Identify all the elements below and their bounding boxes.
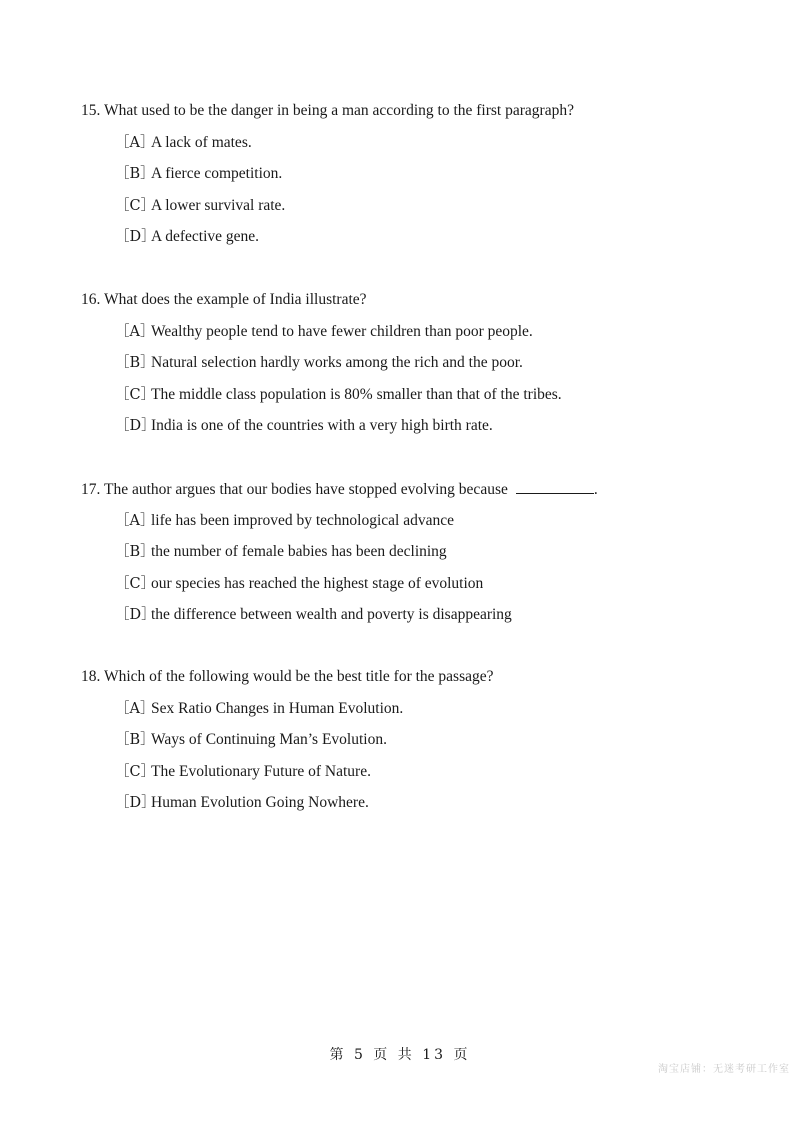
option-letter: ［B］ bbox=[115, 166, 155, 182]
question-stem-end: . bbox=[593, 481, 598, 498]
question-stem: 16. What does the example of India illustrate? bbox=[81, 291, 367, 308]
option-text: Ways of Continuing Man’s Evolution. bbox=[151, 731, 387, 748]
option-letter: ［B］ bbox=[115, 732, 155, 748]
page-number: 第 5 页 共 13 页 bbox=[329, 1047, 471, 1063]
option-letter: ［A］ bbox=[115, 512, 155, 529]
option-letter: ［C］ bbox=[115, 575, 156, 592]
option-a bbox=[81, 699, 761, 719]
watermark: 淘宝店铺：无迷考研工作室 bbox=[658, 1064, 790, 1075]
option-text: A lack of mates. bbox=[151, 133, 252, 151]
option-text: the number of female babies has been declining bbox=[151, 543, 447, 560]
option-d bbox=[81, 605, 761, 625]
question-17 bbox=[81, 479, 761, 625]
question-18 bbox=[81, 667, 761, 813]
option-text: Natural selection hardly works among the rich and the poor. bbox=[151, 354, 523, 371]
option-text: Sex Ratio Changes in Human Evolution. bbox=[151, 699, 404, 717]
option-b bbox=[81, 542, 761, 562]
option-letter: ［D］ bbox=[115, 418, 156, 434]
option-text: India is one of the countries with a very high birth rate. bbox=[151, 417, 493, 434]
option-text: The middle class population is 80% smaller than that of the tribes. bbox=[151, 385, 562, 403]
option-text: A lower survival rate. bbox=[151, 196, 286, 214]
option-text: The Evolutionary Future of Nature. bbox=[151, 762, 371, 780]
option-letter: ［D］ bbox=[115, 795, 156, 811]
option-list bbox=[81, 511, 761, 626]
option-letter: ［D］ bbox=[115, 607, 156, 623]
question-15 bbox=[81, 101, 761, 247]
option-text: A fierce competition. bbox=[151, 165, 283, 182]
option-text: Wealthy people tend to have fewer children than poor people. bbox=[151, 322, 533, 340]
option-d bbox=[81, 416, 761, 436]
option-letter: ［A］ bbox=[115, 323, 155, 340]
option-text: our species has reached the highest stage of evolution bbox=[151, 574, 484, 592]
option-letter: ［A］ bbox=[115, 700, 155, 717]
option-letter: ［B］ bbox=[115, 355, 155, 371]
option-a bbox=[81, 511, 761, 531]
option-b bbox=[81, 730, 761, 750]
option-list bbox=[81, 133, 761, 248]
answer-blank bbox=[516, 479, 594, 494]
option-letter: ［D］ bbox=[115, 229, 156, 245]
option-c bbox=[81, 385, 761, 405]
option-text: life has been improved by technological advance bbox=[151, 511, 454, 529]
option-text: A defective gene. bbox=[151, 228, 260, 245]
option-a bbox=[81, 322, 761, 342]
question-16 bbox=[81, 290, 761, 436]
option-letter: ［C］ bbox=[115, 197, 156, 214]
question-stem: 15. What used to be the danger in being a man according to the first paragraph? bbox=[81, 102, 574, 119]
option-b bbox=[81, 164, 761, 184]
question-stem: 18. Which of the following would be the best title for the passage? bbox=[81, 668, 494, 685]
option-letter: ［A］ bbox=[115, 134, 155, 151]
question-stem-text: 17. The author argues that our bodies have stopped evolving because bbox=[81, 481, 508, 498]
option-c bbox=[81, 196, 761, 216]
option-list bbox=[81, 322, 761, 437]
option-letter: ［C］ bbox=[115, 763, 156, 780]
option-letter: ［B］ bbox=[115, 544, 155, 560]
option-list bbox=[81, 699, 761, 814]
option-letter: ［C］ bbox=[115, 386, 156, 403]
question-stem bbox=[81, 479, 761, 499]
option-b bbox=[81, 353, 761, 373]
option-c bbox=[81, 574, 761, 594]
option-text: the difference between wealth and poverty is disappearing bbox=[151, 606, 512, 623]
option-text: Human Evolution Going Nowhere. bbox=[151, 794, 369, 811]
option-c bbox=[81, 762, 761, 782]
option-d bbox=[81, 227, 761, 247]
option-a bbox=[81, 133, 761, 153]
option-d bbox=[81, 793, 761, 813]
